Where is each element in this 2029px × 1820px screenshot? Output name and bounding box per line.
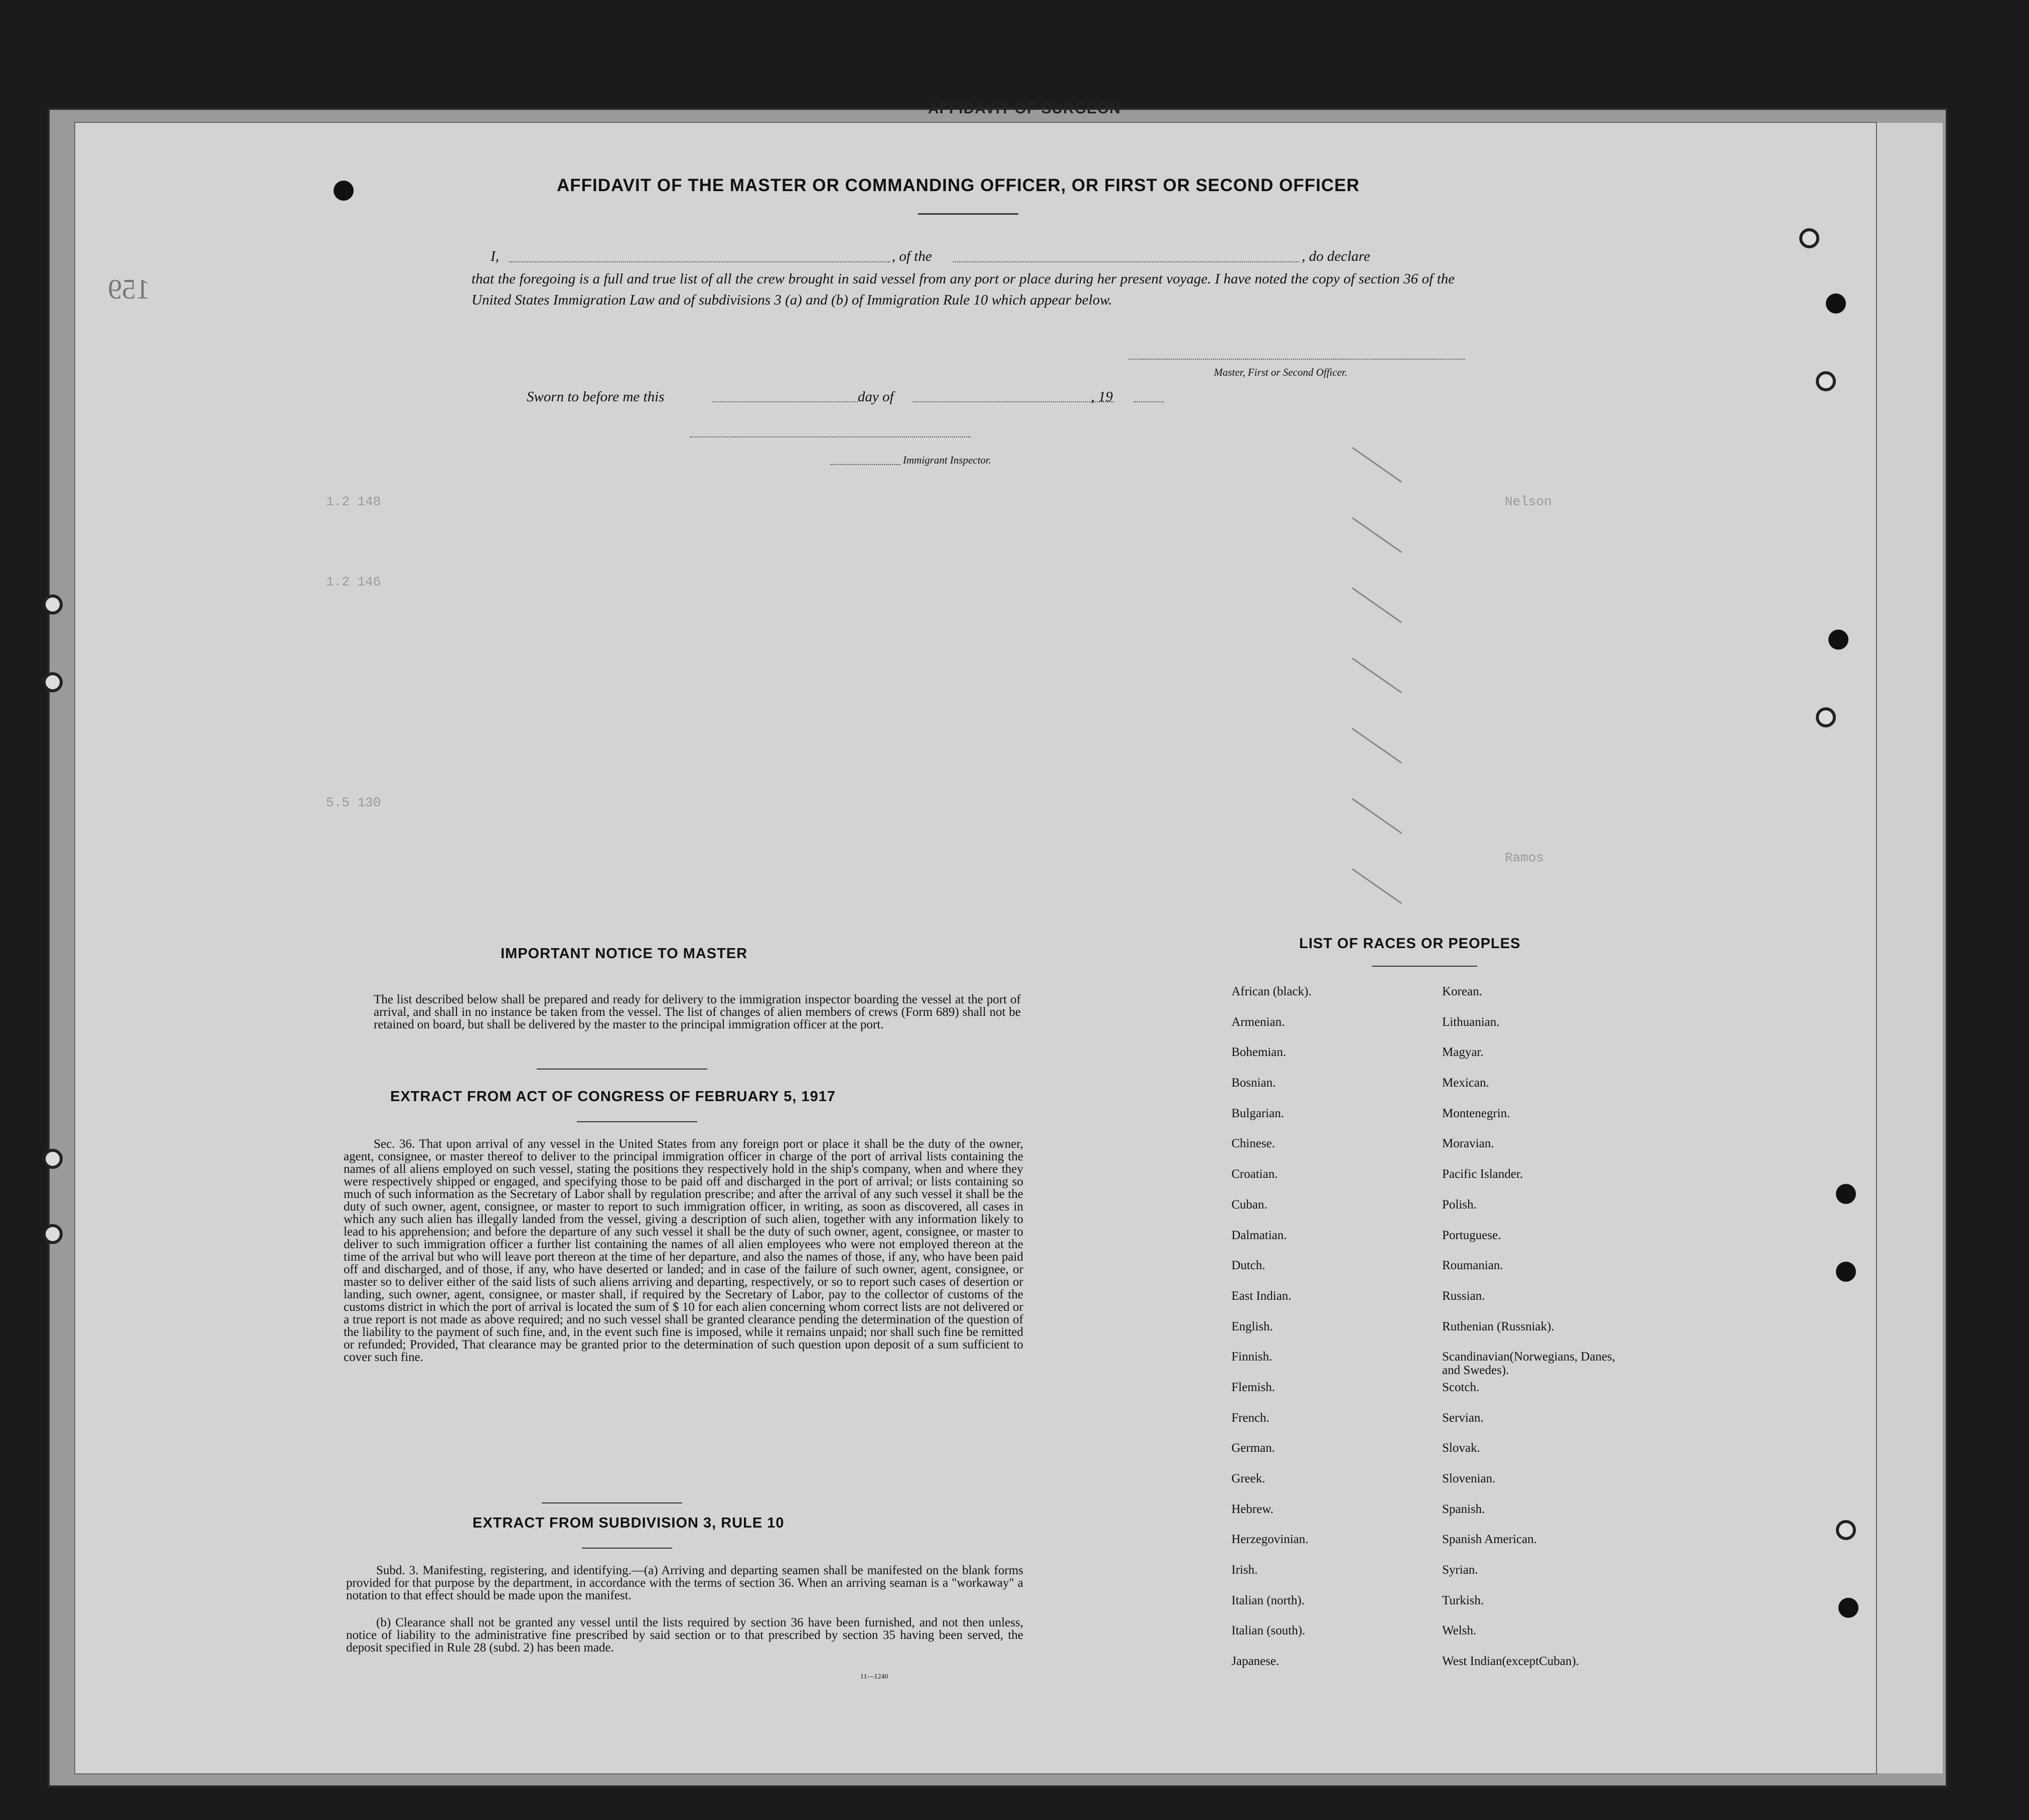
- bleed-through-text: Ramos: [1505, 850, 1544, 865]
- inspector-line-1: [690, 436, 971, 437]
- punch-hole: [43, 672, 63, 692]
- declare-i: I,: [491, 248, 499, 264]
- race-item: Turkish.: [1442, 1593, 1484, 1607]
- act-rule: [577, 1121, 697, 1122]
- bleed-through-text: Nelson: [1505, 494, 1552, 509]
- race-item: Scotch.: [1442, 1380, 1480, 1394]
- race-item: Roumanian.: [1442, 1259, 1503, 1273]
- rule-text-b: (b) Clearance shall not be granted any vessel until the lists required by section 36 have been furnished, and not then unless, notice of liability to the administrative fine prescribed by said section or to that prescribed by section 35 having been served, the deposit specified in Rule 28 (subd. 2) has been made.: [346, 1616, 1023, 1654]
- inspector-label: Immigrant Inspector.: [903, 454, 992, 466]
- race-item: Syrian.: [1442, 1563, 1478, 1577]
- punch-hole: [43, 1149, 63, 1169]
- bleed-through-text: 1.2 148: [326, 494, 381, 509]
- punch-hole: [1836, 1520, 1856, 1540]
- month-blank: [913, 401, 1114, 402]
- sworn-label: Sworn to before me this: [527, 389, 665, 405]
- races-heading: LIST OF RACES OR PEOPLES: [1299, 936, 1521, 952]
- race-item: Greek.: [1231, 1472, 1266, 1485]
- race-item: Portuguese.: [1442, 1228, 1501, 1242]
- race-item: Chinese.: [1231, 1137, 1275, 1151]
- race-item: Cuban.: [1231, 1197, 1268, 1211]
- race-item: Armenian.: [1231, 1015, 1285, 1029]
- race-item: Servian.: [1442, 1411, 1484, 1425]
- document-page: [75, 123, 1876, 1773]
- race-item: Finnish.: [1231, 1350, 1273, 1364]
- bleed-through-mark: [1352, 728, 1402, 764]
- punch-hole: [1836, 1262, 1856, 1282]
- race-item: Bulgarian.: [1231, 1106, 1284, 1120]
- act-text: Sec. 36. That upon arrival of any vessel in the United States from any foreign port or place it shall be the duty of the owner, agent, consignee, or master thereof to deliver to the principal immigration officer in charge of the port of arrival lists containing the names of all aliens employed on such vessel, stating the positions they respectively hold in the ship's company, when and where they were respectively shipped or engaged, and specifying those to be paid off and discharged in the port of arrival; or lists containing so much of such information as the Secretary of Labor shall by regulation prescribe; and after the arrival of any such vessel it shall be the duty of such owner, agent, consignee, or master to report to such immigration officer, in writing, as soon as discovered, all cases in which any such alien has illegally landed from the vessel, giving a description of such alien, together with any information likely to lead to his apprehension; and before the departure of any such vessel it shall be the duty of such owner, agent, consignee, or master to deliver to such immigration officer a further list containing the names of all alien employees who were not employed thereon at the time of the arrival but who will leave port thereon at the time of her departure, and also the names of those, if any, who have been paid off and discharged, and of those, if any, who have deserted or landed; and in case of the failure of such owner, agent, consignee, or master so to deliver either of the said lists of such aliens arriving and departing, respectively, or so to report such cases of desertion or landing, such owner, agent, consignee, or master shall, if required by the Secretary of Labor, pay to the collector of customs of the customs district in which the port of arrival is located the sum of $ 10 for each alien concerning whom correct lists are not delivered or a true report is not made as above required; and no such vessel shall be granted clearance pending the determination of the question of the liability to the payment of such fine, and, in the event such fine is imposed, while it remains unpaid; nor shall such fine be remitted or refunded; Provided, That clearance may be granted prior to the determination of such question upon deposit of a sum sufficient to cover such fine.: [344, 1137, 1023, 1364]
- master-signature-line: [1129, 359, 1465, 360]
- race-item: Irish.: [1231, 1563, 1258, 1577]
- act-heading: EXTRACT FROM ACT OF CONGRESS OF FEBRUARY 5, 1917: [390, 1089, 836, 1105]
- race-item: Croatian.: [1231, 1167, 1278, 1181]
- race-item: African (black).: [1231, 985, 1312, 998]
- form-number: 11—1240: [860, 1673, 888, 1681]
- declare-of-the: , of the: [892, 248, 932, 264]
- punch-hole: [1799, 228, 1819, 248]
- race-item: Magyar.: [1442, 1045, 1484, 1059]
- race-item: Spanish American.: [1442, 1533, 1537, 1547]
- race-item: Herzegovinian.: [1231, 1533, 1309, 1547]
- punch-hole: [1816, 371, 1836, 391]
- race-item: Slovak.: [1442, 1441, 1480, 1455]
- back-sheet-label: AFFIDAVIT OF SURGEON: [928, 100, 1121, 117]
- punch-hole: [43, 1224, 63, 1244]
- notice-rule: [537, 1069, 707, 1070]
- bleed-through-text: 5.5 130: [326, 795, 381, 810]
- bleed-through-mark: [1352, 517, 1402, 553]
- race-item: Bohemian.: [1231, 1045, 1287, 1059]
- races-column-1: [1231, 985, 1312, 1685]
- race-item: Slovenian.: [1442, 1472, 1496, 1485]
- bleed-through-mark: [1352, 658, 1402, 693]
- race-item: Mexican.: [1442, 1076, 1489, 1090]
- notice-heading: IMPORTANT NOTICE TO MASTER: [501, 946, 748, 962]
- act-end-rule: [542, 1502, 682, 1503]
- race-item: Polish.: [1442, 1197, 1477, 1211]
- inspector-line-2: [830, 464, 900, 465]
- punch-hole: [1828, 630, 1848, 650]
- punch-hole: [43, 594, 63, 615]
- rule-rule: [582, 1548, 672, 1549]
- race-item: West Indian(exceptCuban).: [1442, 1654, 1579, 1669]
- year-blank: [1134, 401, 1164, 402]
- punch-hole: [334, 181, 354, 201]
- race-item: Pacific Islander.: [1442, 1167, 1523, 1181]
- races-column-2: [1442, 985, 1623, 1685]
- bleed-through-text: 1.2 14​6: [326, 574, 381, 589]
- race-item: Spanish.: [1442, 1502, 1485, 1516]
- race-item: Dutch.: [1231, 1259, 1266, 1273]
- race-item: Flemish.: [1231, 1380, 1275, 1394]
- rule-heading: EXTRACT FROM SUBDIVISION 3, RULE 10: [473, 1515, 785, 1531]
- race-item: Bosnian.: [1231, 1076, 1276, 1090]
- year-label: , 19: [1091, 389, 1113, 405]
- race-item: Ruthenian (Russniak).: [1442, 1319, 1554, 1333]
- punch-hole: [1836, 1184, 1856, 1204]
- master-signature-label: Master, First or Second Officer.: [1214, 366, 1347, 378]
- race-item: Scandinavian(Norwegians, Danes, and Swedes).: [1442, 1350, 1616, 1378]
- race-item: German.: [1231, 1441, 1275, 1455]
- title-rule: [918, 213, 1018, 215]
- vessel-blank: [953, 261, 1299, 262]
- bleed-through-mark: [1352, 868, 1402, 904]
- declare-text: , do declare: [1302, 248, 1370, 264]
- race-item: Korean.: [1442, 985, 1482, 998]
- races-rule: [1372, 966, 1477, 967]
- race-item: Welsh.: [1442, 1624, 1477, 1638]
- punch-hole: [1826, 293, 1846, 314]
- race-item: Moravian.: [1442, 1137, 1494, 1151]
- affidavit-title: AFFIDAVIT OF THE MASTER OR COMMANDING OFFICER, OR FIRST OR SECOND OFFICER: [557, 176, 1360, 195]
- race-item: Dalmatian.: [1231, 1228, 1287, 1242]
- race-item: Russian.: [1442, 1289, 1485, 1303]
- race-item: Montenegrin.: [1442, 1106, 1510, 1120]
- notice-text: The list described below shall be prepared and ready for delivery to the immigration inspector boarding the vessel at the port of arrival, and shall in no instance be taken from the vessel. The list of changes of alien members of crews (Form 689) shall not be retained on board, but shall be delivered by the master to the principal immigration officer at the port.: [374, 993, 1021, 1031]
- race-item: English.: [1231, 1319, 1273, 1333]
- rule-text-a: Subd. 3. Manifesting, registering, and identifying.—(a) Arriving and departing seamen shall be manifested on the blank forms provided for that purpose by the department, in accordance with the terms of section 36. When an arriving seaman is a "workaway" a notation to that effect should be made upon the manifest.: [346, 1564, 1023, 1602]
- affidavit-body: that the foregoing is a full and true list of all the crew brought in said vessel from any port or place during her present voyage. I have noted the copy of section 36 of the United States Immigration Law and of subdivisions 3 (a) and (b) of Immigration Rule 10 which appear below.: [472, 271, 1455, 308]
- day-blank: [712, 401, 858, 402]
- punch-hole: [1838, 1598, 1858, 1618]
- bleed-through-mark: [1352, 587, 1402, 623]
- page-number-stamp: 159: [108, 274, 150, 305]
- race-item: Lithuanian.: [1442, 1015, 1500, 1029]
- race-item: East Indian.: [1231, 1289, 1292, 1303]
- race-item: Italian (north).: [1231, 1593, 1305, 1607]
- race-item: French.: [1231, 1411, 1270, 1425]
- bleed-through-mark: [1352, 798, 1402, 834]
- name-blank: [509, 261, 890, 262]
- race-item: Italian (south).: [1231, 1624, 1306, 1638]
- punch-hole: [1816, 707, 1836, 727]
- day-of-label: day of: [858, 389, 894, 405]
- race-item: Japanese.: [1231, 1654, 1280, 1669]
- race-item: Hebrew.: [1231, 1502, 1274, 1516]
- bleed-through-mark: [1352, 447, 1402, 483]
